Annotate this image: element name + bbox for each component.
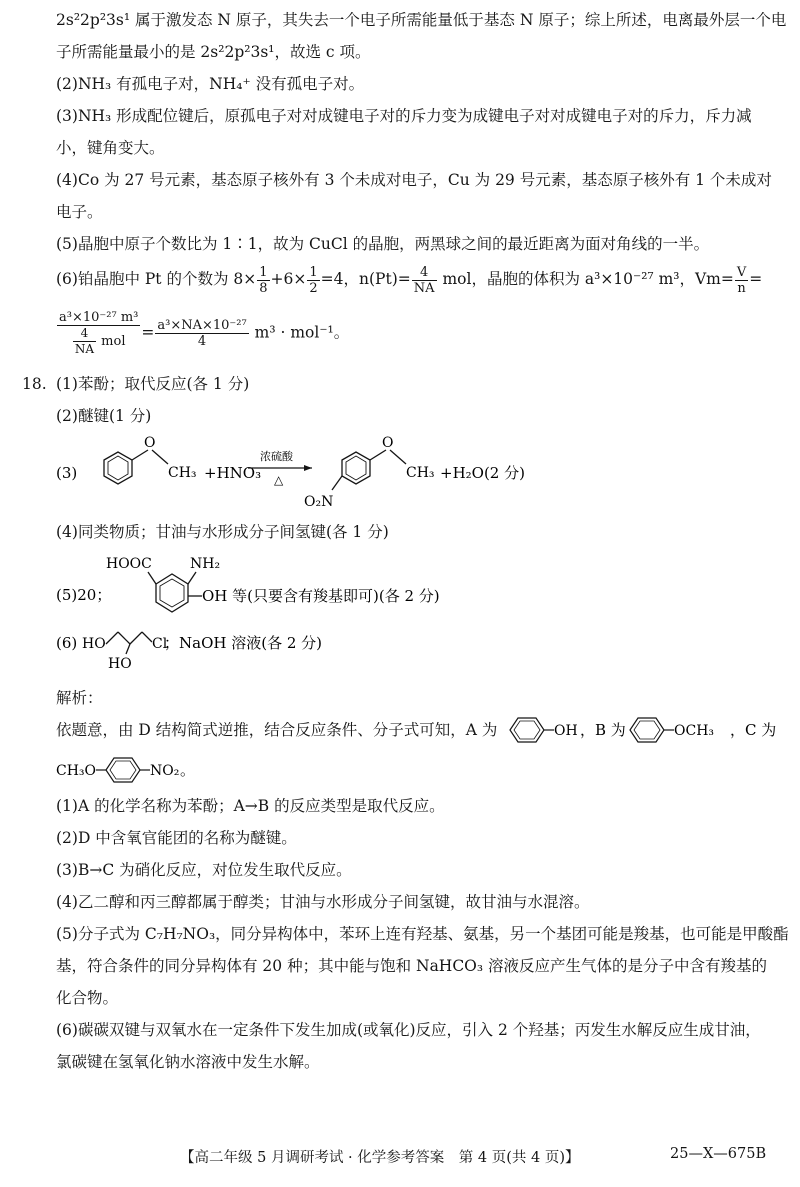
a6-tail: ；NaOH 溶液(各 2 分) — [164, 634, 322, 652]
frac-den: 8 — [259, 280, 268, 296]
a6-label: (6) — [56, 634, 78, 652]
frac-4-NA — [412, 265, 437, 296]
methyl-2: CH₃ — [406, 465, 435, 481]
benzene-ring-icon — [332, 450, 406, 490]
frac-den — [57, 326, 140, 357]
a5-cooh: HOOC — [106, 556, 152, 572]
page-footer: 【高二年级 5 月调研考试 · 化学参考答案 第 4 页(共 4 页)】 — [180, 1150, 580, 1166]
q17-part-2: (2)NH₃ 有孤电子对，NH₄⁺ 没有孤电子对。 — [56, 75, 365, 93]
a3-cond-bot: △ — [274, 473, 284, 487]
frac-den: NA — [74, 342, 95, 356]
B-substituent: OCH₃ — [674, 723, 715, 739]
frac-den: 4 — [197, 334, 207, 349]
frac-1-2 — [307, 265, 319, 296]
benzene-ring-icon — [630, 718, 674, 742]
p6-mul1: 8× — [233, 270, 257, 288]
explain-5a: (5)分子式为 C₇H₇NO₃，同分异构体中，苯环上连有羟基、氨基，另一个基团可能是羧基，也可能是甲酸酯 — [56, 925, 789, 943]
frac-num: V — [736, 264, 747, 280]
q17-part-3b: 小，键角变大。 — [56, 139, 165, 157]
frac-vm-2 — [155, 318, 248, 349]
frac-4-NA-inner — [73, 326, 96, 357]
q17-part-6 — [56, 262, 762, 296]
a3-cond-top: 浓硫酸 — [260, 450, 293, 463]
a6-ho1: HO — [82, 636, 106, 652]
a6-ho2: HO — [108, 656, 132, 672]
q17-part-6-result: a³×10⁻²⁷ m³ $\frac{4}{NA}$ mol = $\frac{\text{a³×NA×10⁻²⁷}}{4}$ m³ · mol⁻¹。 — [59, 310, 350, 356]
C-label: ，C 为 — [730, 721, 777, 739]
q18-number: 18. — [22, 375, 47, 393]
compound-C — [56, 752, 256, 788]
C-end: 。 — [180, 761, 196, 779]
frac-num: 4 — [73, 326, 96, 342]
frac-1-8 — [257, 265, 269, 296]
A-substituent: OH — [554, 723, 578, 739]
frac-num: 4 — [412, 265, 437, 281]
q18-answer-1: (1)苯酚；取代反应(各 1 分) — [56, 375, 250, 393]
intro-text: 依题意，由 D 结构简式逆推，结合反应条件、分子式可知，A 为 — [56, 721, 498, 739]
explain-3: (3)B→C 为硝化反应，对位发生取代反应。 — [56, 861, 352, 879]
p6-mul2: +6× — [270, 270, 307, 288]
p6-calc: =4，n(Pt)= — [320, 270, 411, 288]
arrow-head-icon — [304, 465, 312, 471]
a3-label: (3) — [56, 464, 78, 482]
explain-5c: 化合物。 — [56, 989, 119, 1007]
frac-den: 2 — [309, 280, 318, 296]
C-prefix: CH₃O — [56, 763, 97, 779]
benzene-ring-icon — [510, 718, 554, 742]
a5-nh2: NH₂ — [190, 556, 221, 572]
benzene-ring-icon — [104, 450, 168, 484]
frac-num: 1 — [309, 264, 318, 280]
p6-result-tail: m³ · mol⁻¹。 — [254, 323, 350, 342]
explain-4: (4)乙二醇和丙三醇都属于醇类；甘油与水形成分子间氢键，故甘油与水混溶。 — [56, 893, 590, 911]
analysis-intro — [56, 720, 497, 740]
q17-part-3a: (3)NH₃ 形成配位键后，原孤电子对对成键电子对的斥力变为成键电子对对成键电子对的斥力，斥力减 — [56, 107, 752, 125]
q17-part-4a: (4)Co 为 27 号元素，基态原子核外有 3 个未成对电子，Cu 为 29 号元素，基态原子核外有 1 个未成对 — [56, 171, 772, 189]
explain-6a: (6)碳碳双键与双氧水在一定条件下发生加成(或氧化)反应，引入 2 个羟基；丙发生水解反应生成甘油， — [56, 1021, 761, 1039]
q18-reaction-scheme — [52, 430, 672, 514]
a5-tail: OH 等(只要含有羧基即可)(各 2 分) — [202, 587, 440, 605]
benzene-ring-icon — [96, 758, 150, 782]
explain-2: (2)D 中含氧官能团的名称为醚键。 — [56, 829, 297, 847]
q17-line-1: 2s²2p²3s¹ 属于激发态 N 原子，其失去一个电子所需能量低于基态 N 原子；综上所述，电离最外层一个电 — [56, 11, 787, 29]
a6-cl: Cl — [152, 636, 168, 652]
explain-1: (1)A 的化学名称为苯酚；A→B 的反应类型是取代反应。 — [56, 797, 445, 815]
q18-answer-6 — [52, 620, 432, 676]
q18-answer-5 — [52, 548, 512, 618]
q17-part-5: (5)晶胞中原子个数比为 1∶1，故为 CuCl 的晶胞，两黑球之间的最近距离为面对角线的一半。 — [56, 235, 710, 253]
p6-end: = — [749, 270, 763, 288]
B-label: ，B 为 — [580, 721, 626, 739]
analysis-title: 解析： — [56, 689, 103, 707]
frac-num: 1 — [259, 264, 268, 280]
paper-code: 25—X—675B — [670, 1146, 767, 1162]
a3-reagent: +HNO₃ — [204, 464, 262, 482]
p6-prefix: (6)铂晶胞中 Pt 的个数为 — [56, 270, 229, 288]
ether-o-2: O — [382, 435, 394, 451]
methyl-1: CH₃ — [168, 465, 197, 481]
p6-mol: mol，晶胞的体积为 a³×10⁻²⁷ m³，Vm= — [442, 270, 734, 288]
q18-answer-2: (2)醚键(1 分) — [56, 407, 152, 425]
explain-6b: 氯碳键在氢氧化钠水溶液中发生水解。 — [56, 1053, 320, 1071]
intro-structures — [506, 712, 796, 748]
ether-o: O — [144, 435, 156, 451]
frac-den: n — [737, 280, 746, 296]
C-substituent: NO₂ — [150, 763, 180, 779]
q17-part-4b: 电子。 — [56, 203, 103, 221]
frac-den: NA — [413, 280, 435, 296]
nitro-group: O₂N — [304, 494, 334, 510]
frac-num: a³×NA×10⁻²⁷ — [157, 318, 247, 333]
a3-product-tail: +H₂O(2 分) — [440, 464, 525, 482]
frac-vm-1 — [57, 310, 140, 357]
frac-V-n — [735, 265, 748, 296]
benzene-ring-icon — [148, 572, 202, 612]
q17-line-2: 子所需能量最小的是 2s²2p²3s¹，故选 c 项。 — [56, 43, 371, 61]
mol-unit: mol — [101, 334, 126, 349]
a5-label: (5)20； — [56, 586, 112, 604]
q18-answer-4: (4)同类物质；甘油与水形成分子间氢键(各 1 分) — [56, 523, 389, 541]
carbon-chain-icon — [106, 632, 152, 654]
explain-5b: 基，符合条件的同分异构体有 20 种；其中能与饱和 NaHCO₃ 溶液反应产生气体的是分子中含有羧基的 — [56, 957, 768, 975]
frac-num: a³×10⁻²⁷ m³ — [59, 310, 139, 325]
